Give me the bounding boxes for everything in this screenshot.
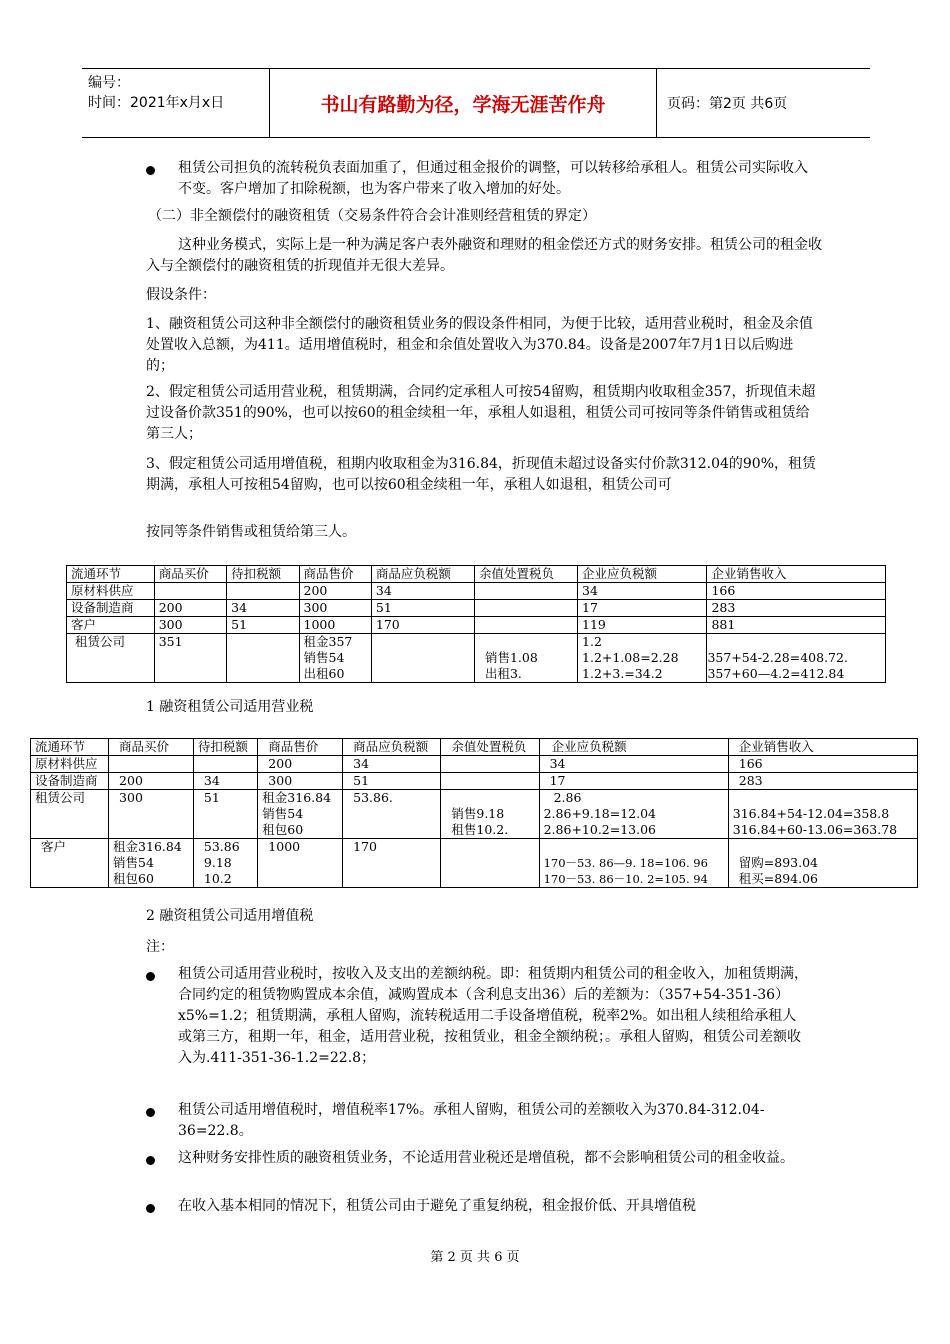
cell-line: 1.2+3.=34.2 (582, 666, 663, 681)
cell-line: 316.84+60-13.06=363.78 (732, 822, 898, 837)
table-cell: 1000 (258, 839, 343, 888)
table-cell (371, 634, 474, 683)
header-motto: 书山有路勤为径，学海无涯苦作舟 (270, 69, 657, 137)
table-header-cell: 商品买价 (109, 739, 194, 756)
note-label: 注： (146, 939, 174, 955)
table-cell: 166 (728, 756, 917, 773)
table-cell: 881 (707, 617, 886, 634)
table-cell: 200 (299, 583, 371, 600)
cell-line: 租金316.84 (262, 790, 332, 805)
table-row (67, 600, 886, 617)
cell-line: 出租3. (484, 666, 522, 681)
table-header-cell: 商品售价 (299, 566, 371, 583)
assume-3: 3、假定租赁公司适用增值税，租期内收取租金为316.84，折现值未超过设备实付价款312.04的90%，租赁期满，承租人可按租54留购，也可以按60租金续租一年，承租人如退租，租赁公司可 (146, 456, 816, 493)
table-cell (109, 839, 194, 888)
table-cell (227, 634, 299, 683)
table-cell: 租赁公司 (31, 790, 109, 839)
table-cell (728, 790, 917, 839)
assume-1: 1、融资租赁公司这种非全额偿付的融资租赁业务的假设条件相同，为便于比较，适用营业税时，租金及余值处置收入总额，为411。适用增值税时，租金和余值处置收入为370.84。设备是2007年7月1日以后购进的； (146, 316, 813, 374)
table-cell: 170 (371, 617, 474, 634)
cell-line: 10.2 (203, 871, 232, 886)
table-cell: 客户 (67, 617, 155, 634)
table-cell: 119 (578, 617, 707, 634)
table-cell: 300 (154, 617, 226, 634)
table-cell (193, 839, 257, 888)
table-cell: 设备制造商 (31, 773, 109, 790)
table-header-cell: 企业应负税额 (539, 739, 728, 756)
note-2: 租赁公司适用增值税时，增值税率17%。承租人留购，租赁公司的差额收入为370.84-312.04-36=22.8。 (178, 1102, 765, 1139)
page-header (82, 68, 870, 138)
table-cell (109, 756, 194, 773)
table-cell (193, 756, 257, 773)
header-page-label: 页码：第2页 共6页 (667, 96, 788, 112)
table-header-cell: 商品买价 (154, 566, 226, 583)
caption-2: 2 融资租赁公司适用增值税 (146, 908, 314, 924)
table-header-cell: 余值处置税负 (474, 566, 577, 583)
table-cell: 283 (707, 600, 886, 617)
table-header-cell: 企业销售收入 (707, 566, 886, 583)
table-cell: 34 (343, 756, 441, 773)
table-cell: 34 (193, 773, 257, 790)
table-cell (474, 617, 577, 634)
cell-line: 销售9.18 (451, 806, 505, 821)
assume-2: 2、假定租赁公司适用营业税，租赁期满，合同约定承租人可按54留购，租赁期内收取租金357，折现值未超过设备价款351的90%，也可以按60的租金续租一年，承租人如退租，租赁公司可按同等条件销售或租赁给第三人； (146, 384, 816, 442)
cell-line: 租买=894.06 (738, 871, 818, 886)
header-meta (82, 69, 270, 137)
table-cell: 300 (299, 600, 371, 617)
table-row-lease-company (67, 634, 886, 683)
table-vat (30, 738, 918, 888)
table-cell (474, 634, 577, 683)
table-header-row (67, 566, 886, 583)
table-row (31, 756, 918, 773)
table-row (31, 773, 918, 790)
table-cell (474, 583, 577, 600)
cell-line: 租包60 (262, 822, 304, 837)
note-1: 租赁公司适用营业税时，按收入及支出的差额纳税。即：租赁期内租赁公司的租金收入，加租赁期满，合同约定的租赁物购置成本余值，减购置成本（含利息支出36）后的差额为：（357+54-351-36）x5%=1.2；租赁期满，承租人留购，流转税适用二手设备增值税，税率2%。如出租人续租给承租人或第三方，租期一年，租金，适用营业税，按租赁业，租金全额纳税；。承租人留购，租赁公司差额收入为.411-351-36-1.2=22.8； (178, 966, 808, 1066)
table-header-cell: 余值处置税负 (441, 739, 539, 756)
cell-line: 留购=893.04 (738, 855, 818, 870)
cell-line: 170－53. 86－10. 2=105. 94 (543, 872, 708, 886)
table-cell: 原材料供应 (67, 583, 155, 600)
bullet-icon (146, 1204, 155, 1213)
table-cell: 300 (258, 773, 343, 790)
table-cell: 351 (154, 634, 226, 683)
bullet-icon (146, 972, 155, 981)
table-cell: 51 (371, 600, 474, 617)
table-cell: 53.86. (343, 790, 441, 839)
page-footer: 第 2 页 共 6 页 (430, 1250, 520, 1265)
table-header-cell: 商品应负税额 (371, 566, 474, 583)
cell-line: 170－53. 86—9. 18=106. 96 (543, 856, 708, 870)
intro-bullet: 租赁公司担负的流转税负表面加重了，但通过租金报价的调整，可以转移给承租人。租赁公司实际收入不变。客户增加了扣除税额，也为客户带来了收入增加的好处。 (178, 160, 808, 197)
table-cell: 170 (343, 839, 441, 888)
caption-1: 1 融资租赁公司适用营业税 (146, 699, 314, 715)
table-cell: 客户 (31, 839, 109, 888)
bullet-icon (146, 1108, 155, 1117)
table-cell (441, 839, 539, 888)
table-cell (154, 583, 226, 600)
cell-line: 357+54-2.28=408.72. (707, 650, 848, 665)
paragraph-1: 这种业务模式，实际上是一种为满足客户表外融资和理财的租金偿还方式的财务安排。租赁公司的租金收入与全额偿付的融资租赁的折现值并无很大差异。 (146, 237, 822, 274)
table-cell: 1000 (299, 617, 371, 634)
table-row (67, 617, 886, 634)
bullet-icon (146, 1156, 155, 1165)
cell-line: 9.18 (203, 855, 232, 870)
section-title: （二）非全额偿付的融资租赁（交易条件符合会计准则经营租赁的界定） (148, 208, 596, 224)
table-header-cell: 流通环节 (31, 739, 109, 756)
assume-title: 假设条件： (146, 287, 216, 303)
table-cell: 34 (539, 756, 728, 773)
note-4: 在收入基本相同的情况下，租赁公司由于避免了重复纳税，租金报价低、开具增值税 (178, 1198, 696, 1214)
cell-line: 357+60—4.2=412.84 (707, 666, 845, 681)
table-cell: 300 (109, 790, 194, 839)
cell-line: 出租60 (303, 666, 345, 681)
cell-line: 租包60 (113, 871, 154, 886)
table-cell: 17 (578, 600, 707, 617)
cell-line: 销售54 (262, 806, 304, 821)
table-cell: 租赁公司 (67, 634, 155, 683)
table-cell (474, 600, 577, 617)
table-cell (539, 839, 728, 888)
table-cell (258, 790, 343, 839)
table-header-row (31, 739, 918, 756)
cell-line: 销售54 (113, 855, 154, 870)
table-cell: 34 (371, 583, 474, 600)
cell-line: 销售54 (303, 650, 345, 665)
table-cell: 17 (539, 773, 728, 790)
table-cell: 283 (728, 773, 917, 790)
table-row (67, 583, 886, 600)
cell-line: 2.86+10.2=13.06 (543, 822, 657, 837)
table-cell: 166 (707, 583, 886, 600)
table-cell (728, 839, 917, 888)
cell-line: 316.84+54-12.04=358.8 (732, 806, 890, 821)
table-header-cell: 待扣税额 (227, 566, 299, 583)
table-header-cell: 流通环节 (67, 566, 155, 583)
table-header-cell: 待扣税额 (193, 739, 257, 756)
cell-line: 1.2 (582, 634, 602, 649)
table-header-cell: 企业销售收入 (728, 739, 917, 756)
table-cell: 200 (258, 756, 343, 773)
table-header-cell: 商品应负税额 (343, 739, 441, 756)
note-3: 这种财务安排性质的融资租赁业务，不论适用营业税还是增值税，都不会影响租赁公司的租金收益。 (178, 1150, 794, 1166)
cell-line: 租金316.84 (113, 839, 182, 854)
table-cell: 200 (109, 773, 194, 790)
table-cell: 原材料供应 (31, 756, 109, 773)
cell-line: 2.86 (553, 790, 582, 805)
table-cell: 34 (578, 583, 707, 600)
table-cell (441, 773, 539, 790)
assume-3-continued: 按同等条件销售或租赁给第三人。 (146, 524, 356, 540)
table-row-client (31, 839, 918, 888)
cell-line: 53.86 (203, 839, 240, 854)
cell-line: 租金357 (303, 634, 353, 649)
table-cell: 51 (343, 773, 441, 790)
cell-line: 1.2+1.08=2.28 (582, 650, 679, 665)
table-cell (578, 634, 707, 683)
table-business-tax (66, 565, 886, 683)
number-label: 编号： (88, 75, 130, 91)
table-cell: 51 (193, 790, 257, 839)
table-cell (441, 756, 539, 773)
table-cell (441, 790, 539, 839)
table-cell (707, 634, 886, 683)
table-cell: 34 (227, 600, 299, 617)
table-cell (299, 634, 371, 683)
table-cell (227, 583, 299, 600)
table-cell: 200 (154, 600, 226, 617)
table-header-cell: 企业应负税额 (578, 566, 707, 583)
table-cell (539, 790, 728, 839)
time-label: 时间：2021年x月x日 (88, 95, 225, 111)
cell-line: 2.86+9.18=12.04 (543, 806, 657, 821)
bullet-icon (146, 166, 155, 175)
cell-line: 租售10.2. (451, 822, 509, 837)
table-cell: 51 (227, 617, 299, 634)
cell-line: 销售1.08 (484, 650, 538, 665)
table-header-cell: 商品售价 (258, 739, 343, 756)
table-row-lease-company (31, 790, 918, 839)
table-cell: 设备制造商 (67, 600, 155, 617)
